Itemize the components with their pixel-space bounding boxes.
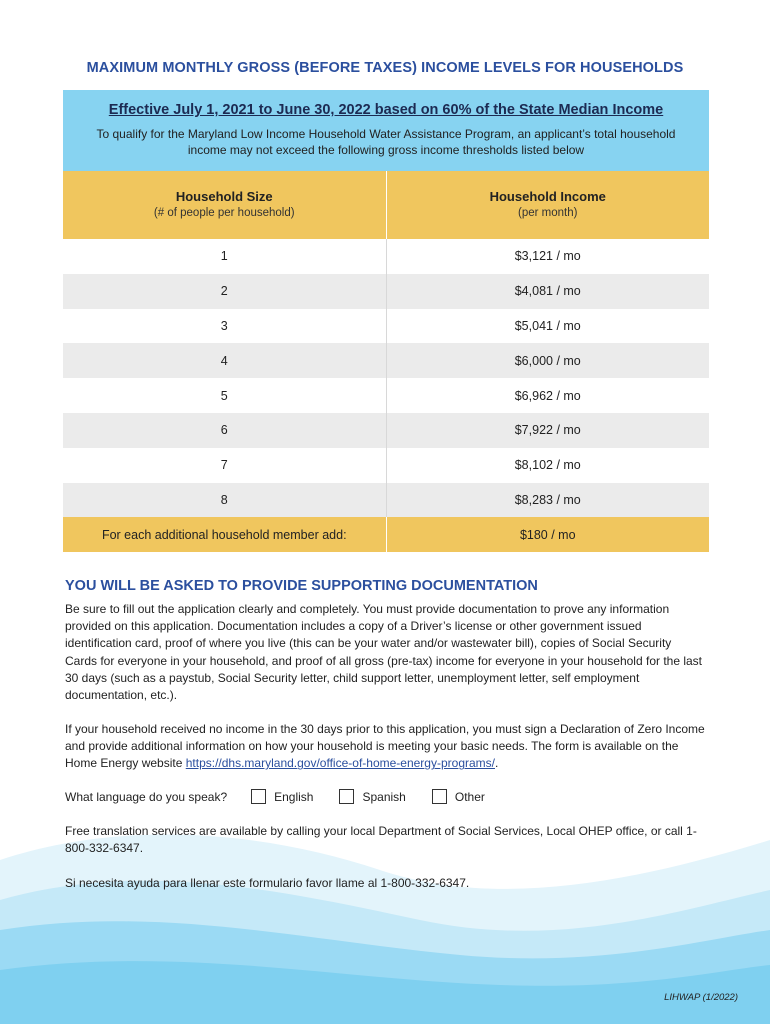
household-size-cell: 2 bbox=[63, 274, 387, 309]
household-size-header-label: Household Size bbox=[175, 189, 273, 204]
household-size-header-sub: (# of people per household) bbox=[153, 207, 295, 219]
household-size-cell: 4 bbox=[63, 343, 387, 378]
language-option-english[interactable] bbox=[251, 789, 313, 804]
household-size-header bbox=[63, 171, 387, 239]
translation-note: Free translation services are available by calling your local Department of Social Services, Local OHEP office, or call 1-800-332-6347. bbox=[65, 824, 697, 856]
table-row bbox=[63, 448, 709, 483]
language-question-row bbox=[65, 789, 511, 804]
household-income-header bbox=[387, 171, 710, 239]
household-size-cell: 7 bbox=[63, 448, 387, 483]
effective-date-banner bbox=[63, 90, 709, 171]
spanish-label: Spanish bbox=[362, 789, 406, 804]
home-energy-link[interactable]: https://dhs.maryland.gov/office-of-home-energy-programs/ bbox=[185, 756, 495, 771]
qualification-text: To qualify for the Maryland Low Income Household Water Assistance Program, an applicant’s total household income may not exceed the following gross income thresholds listed below bbox=[96, 127, 676, 157]
form-identifier: LIHWAP (1/2022) bbox=[664, 992, 738, 1003]
household-size-cell: 5 bbox=[63, 378, 387, 413]
household-income-cell: $6,000 / mo bbox=[514, 353, 581, 368]
household-income-header-sub: (per month) bbox=[518, 207, 578, 219]
household-size-cell: 6 bbox=[63, 413, 387, 448]
income-table bbox=[63, 171, 709, 552]
table-row bbox=[63, 413, 709, 448]
other-label: Other bbox=[454, 789, 485, 804]
zero-income-text: If your household received no income in the 30 days prior to this application, you must sign a Declaration of Zero Income and provide additional information on how your household is meeting your basic needs. The form is available on the Home Energy website bbox=[65, 722, 705, 771]
effective-date-heading: Effective July 1, 2021 to June 30, 2022 based on 60% of the State Median Income bbox=[108, 102, 664, 118]
table-row bbox=[63, 378, 709, 413]
table-row bbox=[63, 274, 709, 309]
other-checkbox[interactable] bbox=[432, 789, 447, 804]
language-question: What language do you speak? bbox=[65, 789, 228, 804]
additional-member-row bbox=[63, 517, 709, 552]
household-income-header-label: Household Income bbox=[489, 189, 606, 204]
additional-member-value: $180 / mo bbox=[519, 527, 576, 542]
english-checkbox[interactable] bbox=[251, 789, 266, 804]
english-label: English bbox=[274, 789, 314, 804]
household-income-cell: $7,922 / mo bbox=[514, 423, 581, 438]
table-row bbox=[63, 309, 709, 344]
table-header bbox=[63, 171, 709, 239]
additional-member-label: For each additional household member add: bbox=[63, 517, 387, 552]
spanish-note: Si necesita ayuda para llenar este formulario favor llame al 1-800-332-6347. bbox=[65, 876, 470, 890]
household-income-cell: $5,041 / mo bbox=[514, 318, 581, 333]
language-option-spanish[interactable] bbox=[339, 789, 405, 804]
household-size-cell: 1 bbox=[63, 239, 387, 274]
zero-income-paragraph bbox=[65, 721, 705, 773]
household-income-cell: $3,121 / mo bbox=[514, 249, 581, 264]
household-size-cell: 3 bbox=[63, 309, 387, 344]
household-income-cell: $8,102 / mo bbox=[514, 458, 581, 473]
household-income-cell: $8,283 / mo bbox=[514, 492, 581, 507]
documentation-heading: YOU WILL BE ASKED TO PROVIDE SUPPORTING DOCUMENTATION bbox=[65, 578, 538, 594]
documentation-paragraph: Be sure to fill out the application clearly and completely. You must provide documentation to prove any information provided on this application. Documentation includes a copy of a Driver’s license or other government issued identification card, proof of where you live (this can be your water and/or wastewater bill), copies of Social Security Cards for everyone in your household, and proof of all gross (pre-tax) income for everyone in your household for the last 30 days (such as a paystub, Social Security letter, child support letter, unemployment letter, self employment documentation, etc.). bbox=[65, 602, 703, 703]
zero-income-text-end: . bbox=[495, 756, 499, 771]
table-row bbox=[63, 239, 709, 274]
spanish-checkbox[interactable] bbox=[339, 789, 354, 804]
household-income-cell: $4,081 / mo bbox=[514, 284, 581, 299]
language-option-other[interactable] bbox=[432, 789, 485, 804]
page-title: MAXIMUM MONTHLY GROSS (BEFORE TAXES) INCOME LEVELS FOR HOUSEHOLDS bbox=[86, 60, 684, 76]
household-size-cell: 8 bbox=[63, 483, 387, 518]
table-row bbox=[63, 343, 709, 378]
table-row bbox=[63, 483, 709, 518]
household-income-cell: $6,962 / mo bbox=[514, 388, 581, 403]
